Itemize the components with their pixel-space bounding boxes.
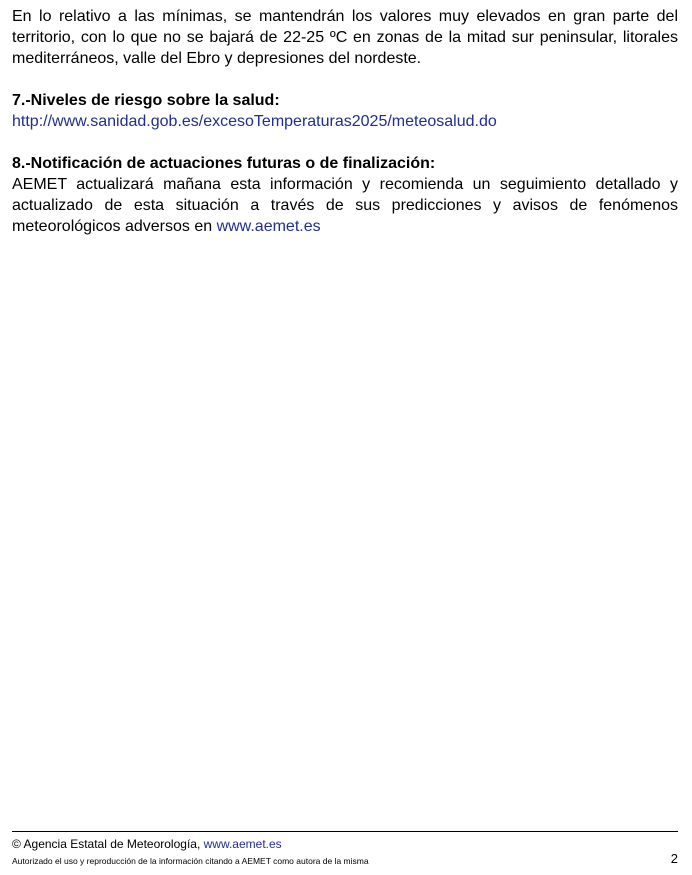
minimas-paragraph: En lo relativo a las mínimas, se mantendrán los valores muy elevados en gran parte del territorio, con lo que no se bajará de 22-25 ºC en zonas de la mitad sur peninsular, litorales mediterráneos, valle del Ebro y depresiones del nordeste. xyxy=(12,8,678,67)
footer-aemet-link[interactable]: www.aemet.es xyxy=(203,837,282,851)
section-8-heading: 8.-Notificación de actuaciones futuras o de finalización: xyxy=(12,155,436,172)
document-body xyxy=(12,6,678,237)
section-7-link-line xyxy=(12,111,678,132)
page-number: 2 xyxy=(670,851,678,866)
aemet-link[interactable]: www.aemet.es xyxy=(216,218,321,235)
footer-copyright xyxy=(12,837,678,851)
copyright-text: © Agencia Estatal de Meteorología, xyxy=(12,837,204,851)
footer-notice: Autorizado el uso y reproducción de la información citando a AEMET como autora de la misma xyxy=(12,856,369,866)
section-8-paragraph xyxy=(12,174,678,237)
sanidad-link[interactable]: http://www.sanidad.gob.es/excesoTemperaturas2025/meteosalud.do xyxy=(12,113,497,130)
page-footer xyxy=(12,831,678,867)
section-7-heading: 7.-Niveles de riesgo sobre la salud: xyxy=(12,92,280,109)
section-8-text: AEMET actualizará mañana esta información y recomienda un seguimiento detallado y actualizado de esta situación a través de sus predicciones y avisos de fenómenos meteorológicos adversos en xyxy=(12,176,678,235)
